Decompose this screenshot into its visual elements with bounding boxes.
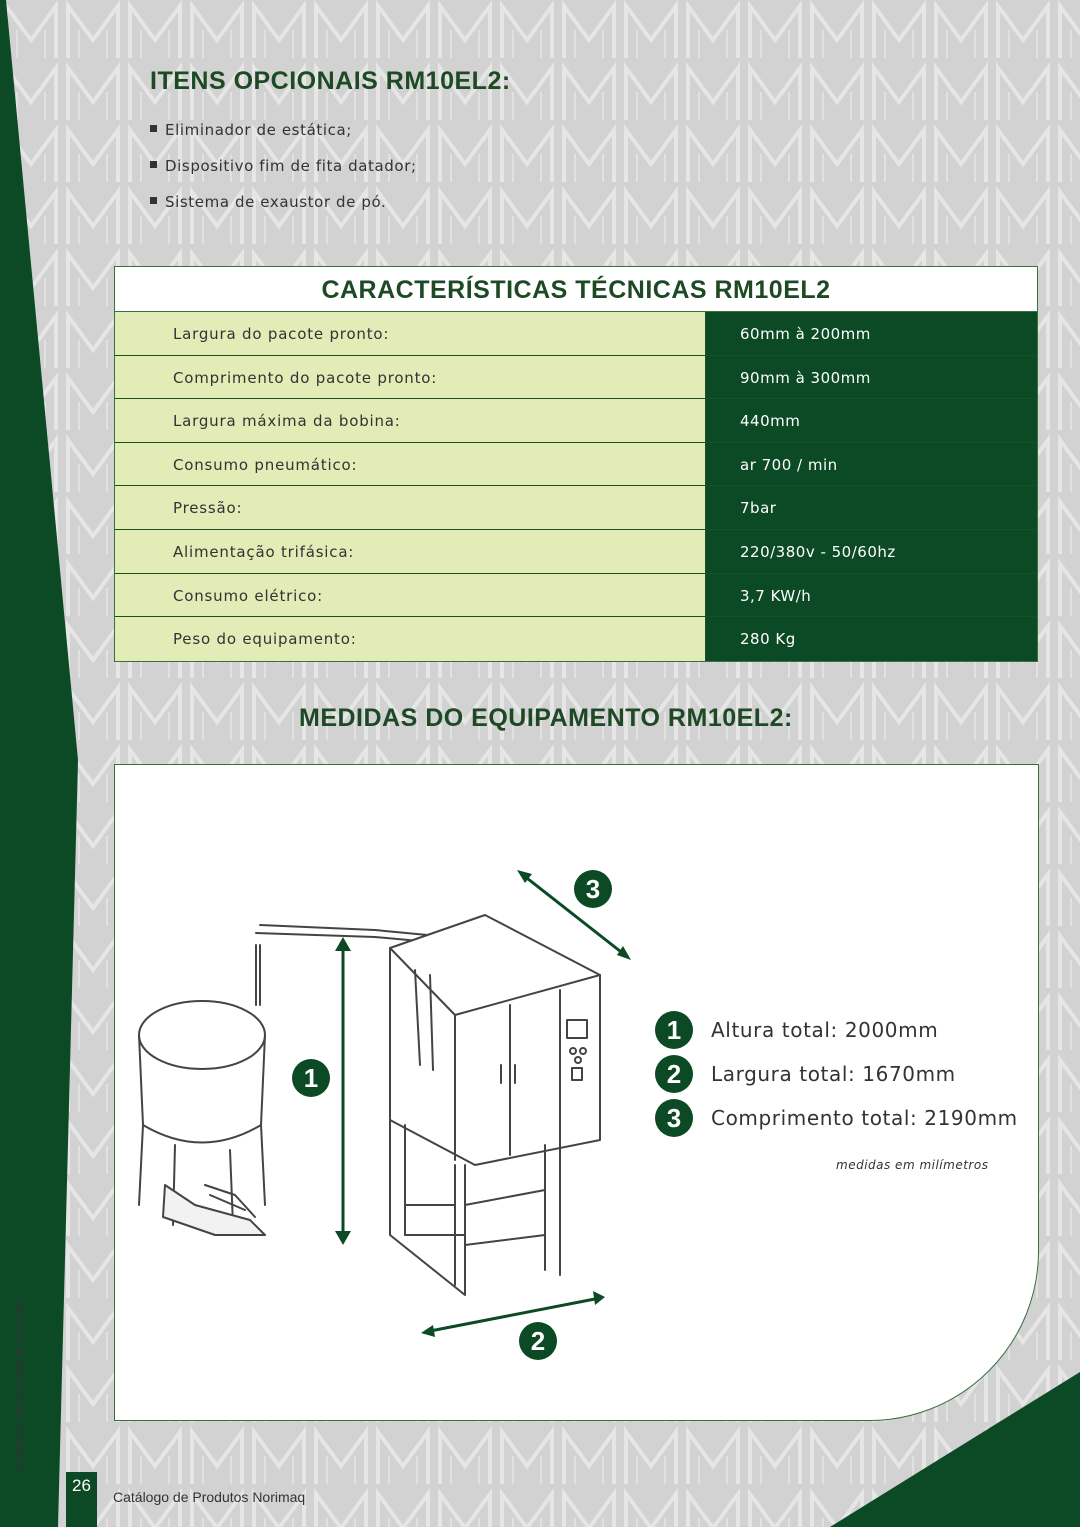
list-item: Eliminador de estática; [150, 118, 417, 154]
spec-value: 3,7 KW/h [706, 574, 1037, 617]
specs-table [114, 266, 1038, 662]
square-bullet-icon [150, 125, 157, 132]
table-row [115, 443, 1037, 487]
spec-label: Peso do equipamento: [115, 617, 706, 661]
page-number: 26 [66, 1472, 97, 1527]
marker-3-label: 3 [585, 874, 601, 904]
spec-label: Largura máxima da bobina: [115, 399, 706, 442]
table-row [115, 399, 1037, 443]
spec-value: 60mm à 200mm [706, 312, 1037, 355]
square-bullet-icon [150, 161, 157, 168]
spec-value: 7bar [706, 486, 1037, 529]
legend-item [655, 1054, 956, 1094]
square-bullet-icon [150, 197, 157, 204]
optional-items-list [150, 118, 417, 226]
spec-value: 280 Kg [706, 617, 1037, 661]
legend-number: 1 [655, 1011, 693, 1049]
optional-items-title: ITENS OPCIONAIS RM10EL2: [150, 67, 511, 95]
legend-text: Altura total: 2000mm [711, 1018, 939, 1042]
legend-text: Comprimento total: 2190mm [711, 1106, 1018, 1130]
illustrative-images-note: Imagens meramente ilustrativas [12, 1299, 26, 1470]
units-note: medidas em milímetros [836, 1158, 989, 1172]
spec-label: Comprimento do pacote pronto: [115, 356, 706, 399]
table-row [115, 617, 1037, 661]
spec-value: ar 700 / min [706, 443, 1037, 486]
spec-label: Largura do pacote pronto: [115, 312, 706, 355]
list-item: Sistema de exaustor de pó. [150, 190, 417, 226]
legend-item [655, 1098, 1018, 1138]
legend-number: 3 [655, 1099, 693, 1137]
marker-1-label: 1 [303, 1063, 319, 1093]
table-row [115, 486, 1037, 530]
table-row [115, 530, 1037, 574]
legend-item [655, 1010, 938, 1050]
spec-value: 440mm [706, 399, 1037, 442]
measures-title: MEDIDAS DO EQUIPAMENTO RM10EL2: [299, 704, 793, 732]
footer-text: Catálogo de Produtos Norimaq [113, 1489, 306, 1505]
spec-label: Consumo elétrico: [115, 574, 706, 617]
list-item: Dispositivo fim de fita datador; [150, 154, 417, 190]
table-row [115, 312, 1037, 356]
spec-label: Pressão: [115, 486, 706, 529]
marker-2-label: 2 [530, 1326, 546, 1356]
spec-label: Consumo pneumático: [115, 443, 706, 486]
table-row [115, 356, 1037, 400]
specs-title: CARACTERÍSTICAS TÉCNICAS RM10EL2 [115, 267, 1037, 312]
spec-value: 90mm à 300mm [706, 356, 1037, 399]
legend-text: Largura total: 1670mm [711, 1062, 956, 1086]
spec-label: Alimentação trifásica: [115, 530, 706, 573]
table-row [115, 574, 1037, 618]
legend-number: 2 [655, 1055, 693, 1093]
spec-value: 220/380v - 50/60hz [706, 530, 1037, 573]
